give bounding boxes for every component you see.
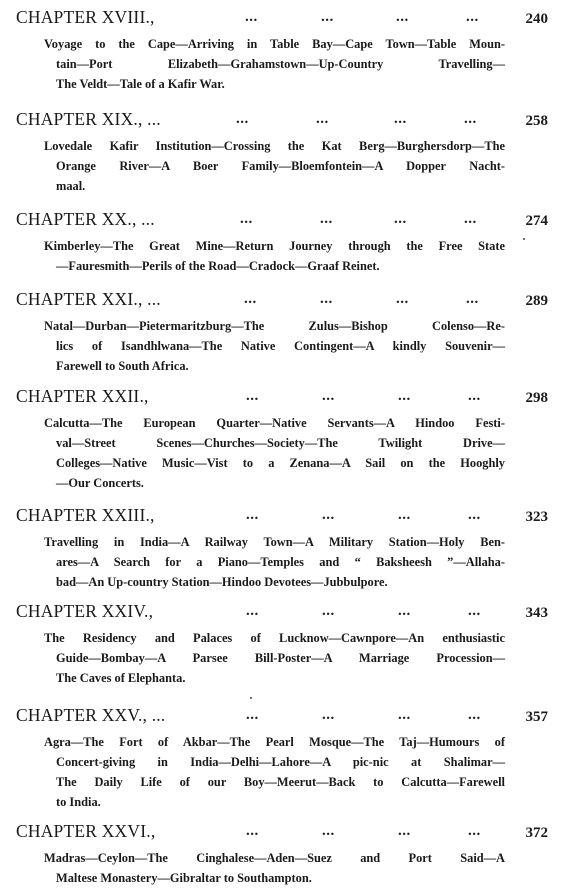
chapter-summary [44, 413, 505, 493]
ink-speck [250, 697, 252, 699]
leader-dots: ... [394, 211, 407, 227]
ink-speck [523, 238, 525, 240]
leader-dots: ... [468, 603, 481, 619]
summary-line: —Fauresmith—Perils of the Road—Cradock—Graaf Reinet. [56, 259, 380, 273]
leader-dots: ... [320, 211, 333, 227]
leader-dots: ... [322, 603, 335, 619]
summary-line: Agra—The Fort of Akbar—The Pearl Mosque—The Taj—Humours of [44, 735, 505, 749]
summary-line: Lovedale Kafir Institution—Crossing the Kat Berg—Burghersdorp—The [44, 139, 505, 153]
summary-line: to India. [56, 795, 101, 809]
leader-dots: ... [316, 111, 329, 127]
summary-line: bad—An Up-country Station—Hindoo Devotees—Jubbulpore. [56, 575, 388, 589]
leader-dots: ... [466, 9, 479, 25]
leader-dots: ... [321, 9, 334, 25]
page-number: 258 [525, 113, 548, 129]
summary-line: Natal—Durban—Pietermaritzburg—The Zulus—Bishop Colenso—Re- [44, 319, 505, 333]
leader-dots: ... [322, 388, 335, 404]
leader-dots: ... [464, 111, 477, 127]
chapter-title: CHAPTER XXI., ... [16, 289, 161, 309]
summary-line: maal. [56, 179, 86, 193]
chapter-heading [16, 108, 552, 132]
chapter-summary [44, 532, 505, 592]
leader-dots: ... [398, 507, 411, 523]
page-number: 323 [525, 509, 548, 525]
chapter-heading [16, 385, 552, 409]
leader-dots: ... [468, 388, 481, 404]
chapter-summary [44, 848, 505, 888]
chapter-title: CHAPTER XXII., [16, 386, 149, 406]
leader-dots: ... [468, 507, 481, 523]
leader-dots: ... [464, 211, 477, 227]
leader-dots: ... [236, 111, 249, 127]
summary-line: Farewell to South Africa. [56, 359, 189, 373]
leader-dots: ... [246, 707, 259, 723]
summary-line: Guide—Bombay—A Parsee Bill-Poster—A Marriage Procession— [56, 651, 505, 665]
summary-line: val—Street Scenes—Churches—Society—The Twilight Drive— [56, 436, 505, 450]
summary-line: Orange River—A Boer Family—Bloemfontein—A Dopper Nacht- [56, 159, 505, 173]
leader-dots: ... [394, 111, 407, 127]
summary-line: —Our Concerts. [56, 476, 144, 490]
leader-dots: ... [246, 388, 259, 404]
leader-dots: ... [468, 823, 481, 839]
summary-line: Kimberley—The Great Mine—Return Journey through the Free State [44, 239, 505, 253]
chapter-summary [44, 316, 505, 376]
summary-line: Travelling in India—A Railway Town—A Military Station—Holy Ben- [44, 535, 505, 549]
leader-dots: ... [246, 823, 259, 839]
leader-dots: ... [322, 823, 335, 839]
chapter-title: CHAPTER XXIII., [16, 505, 155, 525]
summary-line: The Residency and Palaces of Lucknow—Cawnpore—An enthusiastic [44, 631, 505, 645]
chapter-title: CHAPTER XXVI., [16, 821, 156, 841]
leader-dots: ... [398, 707, 411, 723]
summary-line: Calcutta—The European Quarter—Native Servants—A Hindoo Festi- [44, 416, 505, 430]
summary-line: tain—Port Elizabeth—Grahamstown—Up-Country Travelling— [56, 57, 505, 71]
chapter-title: CHAPTER XIX., ... [16, 109, 161, 129]
chapter-heading [16, 704, 552, 728]
leader-dots: ... [322, 507, 335, 523]
chapter-title: CHAPTER XXIV., [16, 601, 154, 621]
leader-dots: ... [322, 707, 335, 723]
summary-line: Madras—Ceylon—The Cinghalese—Aden—Suez and Port Said—A [44, 851, 505, 865]
summary-line: The Daily Life of our Boy—Meerut—Back to Calcutta—Farewell [56, 775, 505, 789]
leader-dots: ... [396, 291, 409, 307]
page-number: 274 [525, 213, 548, 229]
summary-line: ares—A Search for a Piano—Temples and “ Baksheesh ”—Allaha- [56, 555, 505, 569]
chapter-summary [44, 34, 505, 94]
chapter-heading [16, 820, 552, 844]
leader-dots: ... [398, 388, 411, 404]
summary-line: Concert-giving in India—Delhi—Lahore—A pic-nic at Shalimar— [56, 755, 505, 769]
page-number: 298 [525, 390, 548, 406]
leader-dots: ... [468, 707, 481, 723]
page-number: 289 [525, 293, 548, 309]
chapter-summary [44, 136, 505, 196]
summary-line: lics of Isandhlwana—The Native Contingent—A kindly Souvenir— [56, 339, 505, 353]
chapter-heading [16, 600, 552, 624]
chapter-heading [16, 6, 552, 30]
chapter-heading [16, 208, 552, 232]
summary-line: Maltese Monastery—Gibraltar to Southampton. [56, 871, 312, 885]
page-number: 240 [525, 11, 548, 27]
chapter-title: CHAPTER XVIII., [16, 7, 155, 27]
leader-dots: ... [246, 507, 259, 523]
leader-dots: ... [320, 291, 333, 307]
chapter-title: CHAPTER XXV., ... [16, 705, 166, 725]
page-number: 343 [525, 605, 548, 621]
chapter-title: CHAPTER XX., ... [16, 209, 155, 229]
page-number: 357 [525, 709, 548, 725]
chapter-summary [44, 732, 505, 812]
leader-dots: ... [245, 9, 258, 25]
leader-dots: ... [240, 211, 253, 227]
summary-line: Colleges—Native Music—Vist to a Zenana—A Sail on the Hooghly [56, 456, 505, 470]
leader-dots: ... [398, 603, 411, 619]
page-number: 372 [525, 825, 548, 841]
leader-dots: ... [244, 291, 257, 307]
chapter-summary [44, 236, 505, 276]
chapter-summary [44, 628, 505, 688]
leader-dots: ... [246, 603, 259, 619]
summary-line: Voyage to the Cape—Arriving in Table Bay—Cape Town—Table Moun- [44, 37, 505, 51]
chapter-heading [16, 288, 552, 312]
summary-line: The Veldt—Tale of a Kafir War. [56, 77, 225, 91]
summary-line: The Caves of Elephanta. [56, 671, 186, 685]
leader-dots: ... [396, 9, 409, 25]
leader-dots: ... [398, 823, 411, 839]
chapter-heading [16, 504, 552, 528]
leader-dots: ... [466, 291, 479, 307]
